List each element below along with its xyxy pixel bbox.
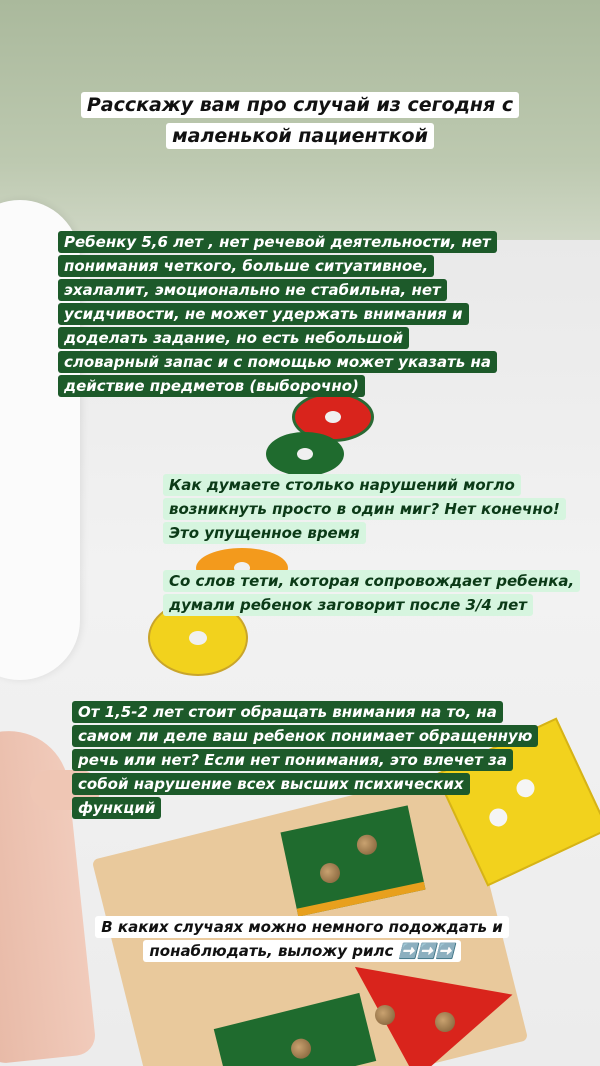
caption-aunt-text: Со слов тети, которая сопровождает ребенка, думали ребенок заговорит после 3/4 лет xyxy=(163,570,580,616)
caption-title xyxy=(80,90,520,152)
caption-question xyxy=(163,473,588,545)
caption-outro-text: В каких случаях можно немного подождать и понаблюдать, выложу рилс ➡️➡️➡️ xyxy=(95,916,509,962)
caption-title-text: Расскажу вам про случай из сегодня с маленькой пациенткой xyxy=(81,92,519,149)
caption-advice-text: От 1,5-2 лет стоит обращать внимания на то, на самом ли деле ваш ребенок понимает обращенную речь или нет? Если нет понимания, это влечет за собой нарушение всех высших психических функций xyxy=(72,701,538,819)
peg-right xyxy=(435,1012,455,1032)
caption-outro xyxy=(82,915,522,963)
caption-intro xyxy=(58,230,498,398)
caption-question-text: Как думаете столько нарушений могло возникнуть просто в один миг? Нет конечно! Это упущенное время xyxy=(163,474,566,544)
caption-advice xyxy=(72,700,542,820)
green-ring xyxy=(266,432,344,476)
peg-left xyxy=(375,1005,395,1025)
caption-aunt xyxy=(163,569,593,617)
caption-intro-text: Ребенку 5,6 лет , нет речевой деятельности, нет понимания четкого, больше ситуативное, эхалалит, эмоционально не стабильна, нет усидчивости, не может удержать внимания и доделать задание, но есть небольшой словарный запас и с помощью может указать на действие предметов (выборочно) xyxy=(58,231,497,397)
